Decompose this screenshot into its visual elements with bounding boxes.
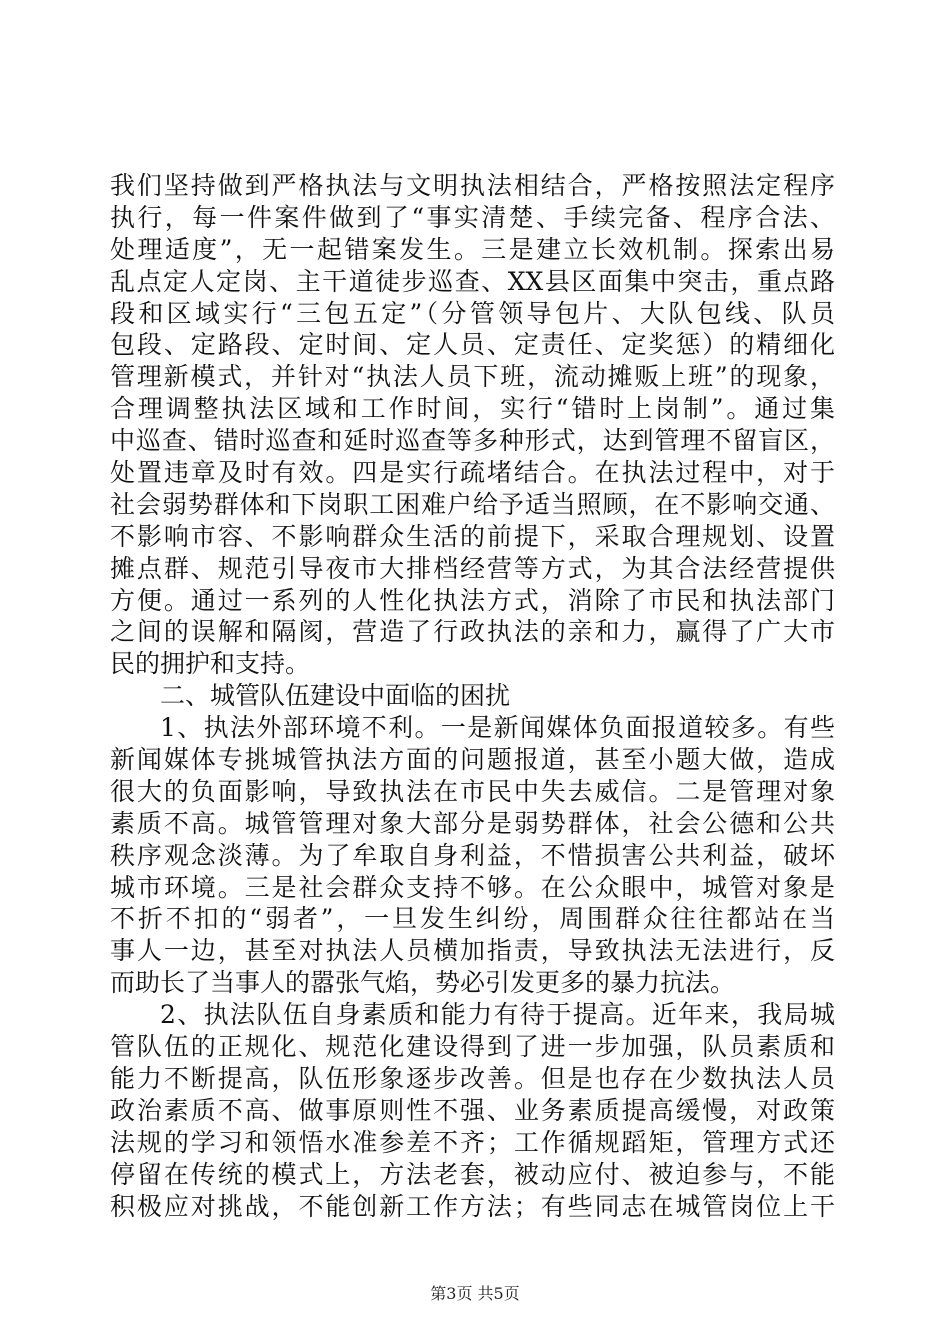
text-line: 包段、定路段、定时间、定人员、定责任、定奖惩）的精细化 — [110, 330, 835, 360]
text-line: 法规的学习和领悟水准参差不齐；工作循规蹈矩，管理方式还 — [110, 1127, 835, 1157]
text-line: 我们坚持做到严格执法与文明执法相结合，严格按照法定程序 — [110, 171, 835, 200]
text-line: 方便。通过一系列的人性化执法方式，消除了市民和执法部门 — [110, 585, 835, 615]
text-line: 中巡查、错时巡查和延时巡查等多种形式，达到管理不留盲区， — [110, 426, 835, 456]
text-line: 乱点定人定岗、主干道徒步巡查、XX县区面集中突击，重点路 — [110, 266, 835, 296]
text-line: 管理新模式，并针对“执法人员下班，流动摊贩上班”的现象， — [110, 362, 835, 392]
text-line: 很大的负面影响，导致执法在市民中失去威信。二是管理对象 — [110, 776, 835, 806]
text-line: 城市环境。三是社会群众支持不够。在公众眼中，城管对象是 — [110, 872, 835, 902]
text-line: 执行，每一件案件做到了“事实清楚、手续完备、程序合法、 — [110, 202, 835, 232]
text-line: 2、执法队伍自身素质和能力有待于提高。近年来，我局城 — [160, 1000, 835, 1030]
body-text — [110, 170, 835, 1222]
text-line: 不折不扣的“弱者”，一旦发生纠纷，周围群众往往都站在当 — [110, 904, 835, 934]
text-line: 政治素质不高、做事原则性不强、业务素质提高缓慢，对政策 — [110, 1095, 835, 1125]
text-line: 处理适度”，无一起错案发生。三是建立长效机制。探索出易 — [110, 234, 835, 264]
text-line: 二、城管队伍建设中面临的困扰 — [160, 681, 511, 711]
text-line: 能力不断提高，队伍形象逐步改善。但是也存在少数执法人员 — [110, 1063, 835, 1093]
text-line: 管队伍的正规化、规范化建设得到了进一步加强，队员素质和 — [110, 1032, 835, 1062]
text-line: 积极应对挑战，不能创新工作方法；有些同志在城管岗位上干 — [110, 1191, 835, 1221]
text-line: 素质不高。城管管理对象大部分是弱势群体，社会公德和公共 — [110, 808, 835, 838]
text-line: 摊点群、规范引导夜市大排档经营等方式，为其合法经营提供 — [110, 553, 835, 583]
text-line: 不影响市容、不影响群众生活的前提下，采取合理规划、设置 — [110, 521, 835, 551]
text-line: 合理调整执法区域和工作时间，实行“错时上岗制”。通过集 — [110, 394, 835, 424]
text-line: 新闻媒体专挑城管执法方面的问题报道，甚至小题大做，造成 — [110, 745, 835, 775]
text-line: 而助长了当事人的嚣张气焰，势必引发更多的暴力抗法。 — [110, 968, 736, 998]
text-line: 停留在传统的模式上，方法老套，被动应付、被迫参与，不能 — [110, 1159, 835, 1189]
text-line: 秩序观念淡薄。为了牟取自身利益，不惜损害公共利益，破坏 — [110, 840, 835, 870]
text-line: 社会弱势群体和下岗职工困难户给予适当照顾，在不影响交通、 — [110, 489, 835, 519]
text-line: 民的拥护和支持。 — [110, 649, 311, 679]
text-line: 处置违章及时有效。四是实行疏堵结合。在执法过程中，对于 — [110, 458, 835, 488]
text-line: 事人一边，甚至对执法人员横加指责，导致执法无法进行，反 — [110, 936, 835, 966]
text-line: 之间的误解和隔阂，营造了行政执法的亲和力，赢得了广大市 — [110, 617, 835, 647]
page-footer: 第3页 共5页 — [430, 1284, 520, 1303]
text-line: 段和区域实行“三包五定”（分管领导包片、大队包线、队员 — [110, 298, 835, 328]
text-line: 1、执法外部环境不利。一是新闻媒体负面报道较多。有些 — [160, 713, 835, 743]
